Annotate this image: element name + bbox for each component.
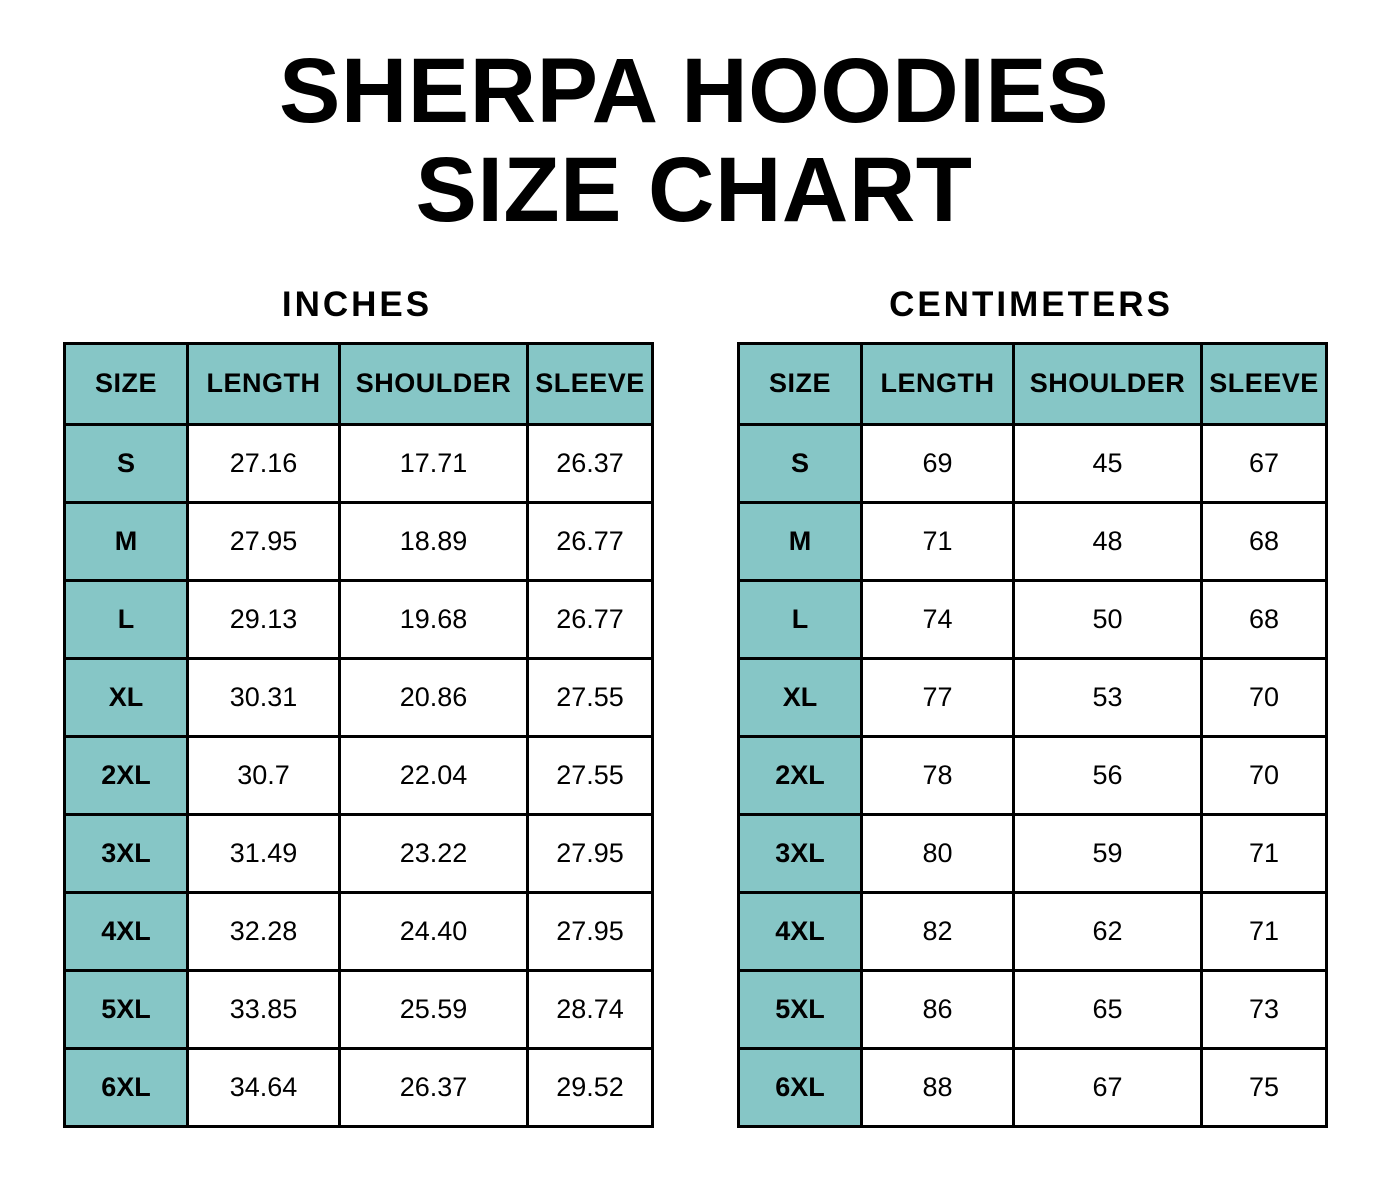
cell-size: 3XL <box>739 814 862 892</box>
cell-size: 5XL <box>65 970 188 1048</box>
cell-sleeve: 73 <box>1202 970 1327 1048</box>
cell-sleeve: 29.52 <box>528 1048 653 1126</box>
cell-shoulder: 67 <box>1014 1048 1202 1126</box>
cell-shoulder: 26.37 <box>340 1048 528 1126</box>
column-header-sleeve: SLEEVE <box>1202 343 1327 424</box>
table-row <box>65 736 653 814</box>
cell-size: M <box>65 502 188 580</box>
cell-sleeve: 27.55 <box>528 658 653 736</box>
cell-length: 86 <box>862 970 1014 1048</box>
cell-shoulder: 50 <box>1014 580 1202 658</box>
cell-shoulder: 17.71 <box>340 424 528 502</box>
cell-size: 6XL <box>65 1048 188 1126</box>
page-title <box>0 0 1388 241</box>
cell-sleeve: 26.77 <box>528 502 653 580</box>
table-row <box>739 892 1327 970</box>
cell-length: 29.13 <box>188 580 340 658</box>
cell-size: 5XL <box>739 970 862 1048</box>
cell-size: XL <box>739 658 862 736</box>
cell-sleeve: 70 <box>1202 658 1327 736</box>
column-header-shoulder: SHOULDER <box>1014 343 1202 424</box>
cell-shoulder: 18.89 <box>340 502 528 580</box>
centimeters-table-block <box>737 285 1325 1128</box>
cell-length: 82 <box>862 892 1014 970</box>
column-header-length: LENGTH <box>862 343 1014 424</box>
cell-shoulder: 45 <box>1014 424 1202 502</box>
cell-sleeve: 71 <box>1202 892 1327 970</box>
column-header-size: SIZE <box>739 343 862 424</box>
cell-shoulder: 56 <box>1014 736 1202 814</box>
cell-shoulder: 20.86 <box>340 658 528 736</box>
cell-size: 2XL <box>65 736 188 814</box>
cell-length: 88 <box>862 1048 1014 1126</box>
column-header-shoulder: SHOULDER <box>340 343 528 424</box>
cell-sleeve: 68 <box>1202 580 1327 658</box>
page-title-line-2: SIZE CHART <box>415 139 973 242</box>
page-title-line-1: SHERPA HOODIES <box>278 40 1109 142</box>
table-row <box>739 424 1327 502</box>
cell-length: 30.7 <box>188 736 340 814</box>
cell-length: 31.49 <box>188 814 340 892</box>
cell-size: S <box>65 424 188 502</box>
table-row <box>65 502 653 580</box>
table-row <box>739 1048 1327 1126</box>
cell-size: L <box>65 580 188 658</box>
cell-sleeve: 71 <box>1202 814 1327 892</box>
cell-sleeve: 75 <box>1202 1048 1327 1126</box>
cell-length: 74 <box>862 580 1014 658</box>
cell-size: L <box>739 580 862 658</box>
centimeters-table-caption: CENTIMETERS <box>889 284 1173 324</box>
cell-length: 69 <box>862 424 1014 502</box>
cell-shoulder: 65 <box>1014 970 1202 1048</box>
table-row <box>739 658 1327 736</box>
cell-length: 30.31 <box>188 658 340 736</box>
table-row <box>739 736 1327 814</box>
table-row <box>739 502 1327 580</box>
table-row <box>65 970 653 1048</box>
cell-shoulder: 23.22 <box>340 814 528 892</box>
cell-shoulder: 48 <box>1014 502 1202 580</box>
table-header-row <box>65 343 653 424</box>
cell-length: 71 <box>862 502 1014 580</box>
inches-table-caption: INCHES <box>281 284 433 324</box>
cell-shoulder: 22.04 <box>340 736 528 814</box>
cell-sleeve: 27.55 <box>528 736 653 814</box>
cell-length: 27.95 <box>188 502 340 580</box>
column-header-length: LENGTH <box>188 343 340 424</box>
table-header-row <box>739 343 1327 424</box>
cell-size: 4XL <box>739 892 862 970</box>
cell-size: 2XL <box>739 736 862 814</box>
table-row <box>65 892 653 970</box>
table-row <box>65 814 653 892</box>
cell-length: 80 <box>862 814 1014 892</box>
cell-shoulder: 59 <box>1014 814 1202 892</box>
table-row <box>65 658 653 736</box>
cell-sleeve: 27.95 <box>528 892 653 970</box>
cell-shoulder: 25.59 <box>340 970 528 1048</box>
cell-size: 4XL <box>65 892 188 970</box>
cell-length: 77 <box>862 658 1014 736</box>
cell-shoulder: 19.68 <box>340 580 528 658</box>
table-row <box>65 1048 653 1126</box>
inches-table-block <box>63 285 651 1128</box>
cell-sleeve: 27.95 <box>528 814 653 892</box>
cell-length: 34.64 <box>188 1048 340 1126</box>
column-header-sleeve: SLEEVE <box>528 343 653 424</box>
cell-size: S <box>739 424 862 502</box>
cell-size: XL <box>65 658 188 736</box>
cell-size: 6XL <box>739 1048 862 1126</box>
cell-sleeve: 70 <box>1202 736 1327 814</box>
cell-shoulder: 62 <box>1014 892 1202 970</box>
tables-container <box>0 285 1388 1128</box>
table-row <box>65 424 653 502</box>
table-row <box>739 970 1327 1048</box>
cell-length: 32.28 <box>188 892 340 970</box>
cell-shoulder: 53 <box>1014 658 1202 736</box>
column-header-size: SIZE <box>65 343 188 424</box>
cell-size: M <box>739 502 862 580</box>
cell-sleeve: 28.74 <box>528 970 653 1048</box>
inches-size-table <box>63 342 654 1128</box>
cell-length: 27.16 <box>188 424 340 502</box>
cell-sleeve: 26.37 <box>528 424 653 502</box>
cell-sleeve: 26.77 <box>528 580 653 658</box>
cell-length: 33.85 <box>188 970 340 1048</box>
table-row <box>739 580 1327 658</box>
cell-shoulder: 24.40 <box>340 892 528 970</box>
cell-size: 3XL <box>65 814 188 892</box>
cell-sleeve: 68 <box>1202 502 1327 580</box>
table-row <box>739 814 1327 892</box>
table-row <box>65 580 653 658</box>
cell-sleeve: 67 <box>1202 424 1327 502</box>
centimeters-size-table <box>737 342 1328 1128</box>
cell-length: 78 <box>862 736 1014 814</box>
